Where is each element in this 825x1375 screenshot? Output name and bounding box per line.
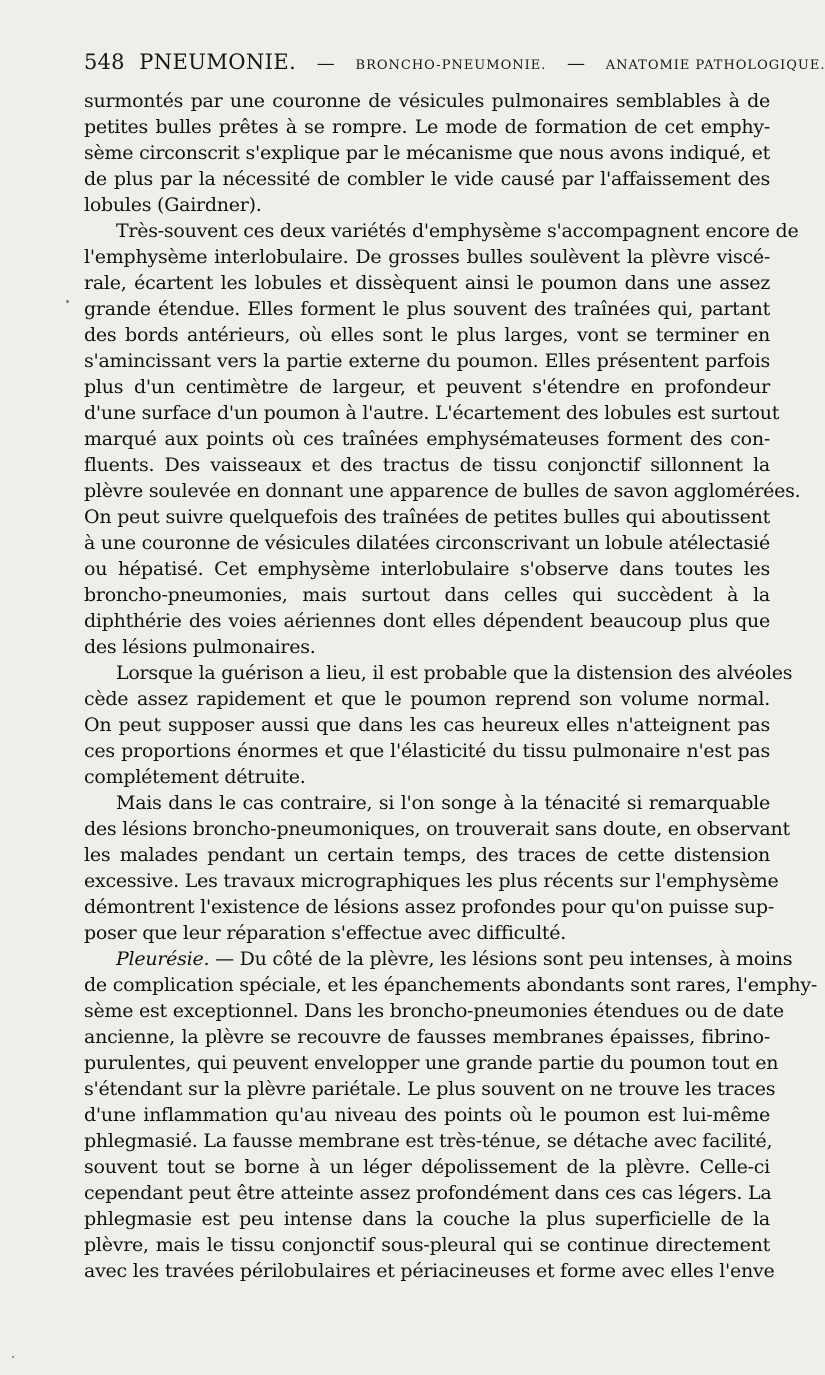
text-line: les malades pendant un certain temps, des traces de cette distension xyxy=(84,844,770,866)
text-line: plèvre, mais le tissu conjonctif sous-pleural qui se continue directement xyxy=(84,1234,770,1256)
subsection-title: ANATOMIE PATHOLOGIQUE. xyxy=(605,58,825,73)
paragraph xyxy=(84,790,790,946)
text-line: d'une inflammation qu'au niveau des points où le poumon est lui-même xyxy=(84,1104,770,1126)
text-line: diphthérie des voies aériennes dont elles dépendent beaucoup plus que xyxy=(84,610,770,632)
text-line: complétement détruite. xyxy=(84,766,306,788)
text-line: Lorsque la guérison a lieu, il est probable que la distension des alvéoles xyxy=(116,662,793,684)
section-heading-italic: Pleurésie. xyxy=(116,948,210,970)
text-line: rale, écartent les lobules et dissèquent ainsi le poumon dans une assez xyxy=(84,272,770,294)
text-line: cède assez rapidement et que le poumon reprend son volume normal. xyxy=(84,688,770,710)
text-line: Très-souvent ces deux variétés d'emphysème s'accompagnent encore de xyxy=(116,220,799,242)
text-line: des bords antérieurs, où elles sont le plus larges, vont se terminer en xyxy=(84,324,770,346)
text-line: surmontés par une couronne de vésicules pulmonaires semblables à de xyxy=(84,90,770,112)
text-line: grande étendue. Elles forment le plus souvent des traînées qui, partant xyxy=(84,298,770,320)
text-line: phlegmasie est peu intense dans la couche la plus superficielle de la xyxy=(84,1208,770,1230)
text-line: des lésions broncho-pneumoniques, on trouverait sans doute, en observant xyxy=(84,818,790,840)
text-line xyxy=(84,946,793,972)
text-line: ou hépatisé. Cet emphysème interlobulaire s'observe dans toutes les xyxy=(84,558,770,580)
text-line: purulentes, qui peuvent envelopper une grande partie du poumon tout en xyxy=(84,1052,779,1074)
text-line: sème circonscrit s'explique par le mécanisme que nous avons indiqué, et xyxy=(84,142,770,164)
text-line: de complication spéciale, et les épanchements abondants sont rares, l'emphy- xyxy=(84,974,818,996)
text-line: poser que leur réparation s'effectue avec difficulté. xyxy=(84,922,567,944)
text-line: Mais dans le cas contraire, si l'on songe à la ténacité si remarquable xyxy=(116,792,770,814)
text-line: lobules (Gairdner). xyxy=(84,194,262,216)
text-line: de plus par la nécessité de combler le vide causé par l'affaissement des xyxy=(84,168,770,190)
text-line: cependant peut être atteinte assez profondément dans ces cas légers. La xyxy=(84,1182,772,1204)
paragraph xyxy=(84,88,770,218)
text-line: broncho-pneumonies, mais surtout dans celles qui succèdent à la xyxy=(84,584,770,606)
paper-speck xyxy=(66,300,69,303)
page-number: 548 xyxy=(84,50,125,74)
text-line: souvent tout se borne à un léger dépolissement de la plèvre. Celle-ci xyxy=(84,1156,770,1178)
text-line: petites bulles prêtes à se rompre. Le mode de formation de cet emphy- xyxy=(84,116,770,138)
text-line: s'étendant sur la plèvre pariétale. Le plus souvent on ne trouve les traces xyxy=(84,1078,776,1100)
paragraph xyxy=(84,946,818,1284)
text-line: plus d'un centimètre de largeur, et peuvent s'étendre en profondeur xyxy=(84,376,770,398)
text-line: s'amincissant vers la partie externe du poumon. Elles présentent parfois xyxy=(84,350,770,372)
text-line: des lésions pulmonaires. xyxy=(84,636,316,658)
header-separator-2: — xyxy=(566,53,586,74)
text-line: marqué aux points où ces traînées emphysémateuses forment des con- xyxy=(84,428,770,450)
text-line: avec les travées périlobulaires et périacineuses et forme avec elles l'enve xyxy=(84,1260,775,1282)
paragraph xyxy=(84,218,801,660)
text-line: phlegmasié. La fausse membrane est très-ténue, se détache avec facilité, xyxy=(84,1130,773,1152)
text-line: excessive. Les travaux micrographiques les plus récents sur l'emphysème xyxy=(84,870,779,892)
chapter-title: PNEUMONIE. xyxy=(139,50,297,74)
text-line: d'une surface d'un poumon à l'autre. L'écartement des lobules est surtout xyxy=(84,402,780,424)
text-line: démontrent l'existence de lésions assez profondes pour qu'on puisse sup- xyxy=(84,896,775,918)
running-header xyxy=(84,50,825,74)
text-line: On peut supposer aussi que dans les cas heureux elles n'atteignent pas xyxy=(84,714,770,736)
text-line: sème est exceptionnel. Dans les broncho-pneumonies étendues ou de date xyxy=(84,1000,784,1022)
text-run: — Du côté de la plèvre, les lésions sont peu intenses, à moins xyxy=(209,948,793,970)
text-line: l'emphysème interlobulaire. De grosses bulles soulèvent la plèvre viscé- xyxy=(84,246,770,268)
paper-speck xyxy=(12,1356,14,1358)
text-line: On peut suivre quelquefois des traînées de petites bulles qui aboutissent xyxy=(84,506,770,528)
body-text xyxy=(84,88,818,1284)
header-separator-1: — xyxy=(316,53,335,74)
text-line: fluents. Des vaisseaux et des tractus de tissu conjonctif sillonnent la xyxy=(84,454,770,476)
section-title: BRONCHO-PNEUMONIE. xyxy=(355,58,547,73)
text-line: ces proportions énormes et que l'élasticité du tissu pulmonaire n'est pas xyxy=(84,740,770,762)
text-line: ancienne, la plèvre se recouvre de fausses membranes épaisses, fibrino- xyxy=(84,1026,770,1048)
text-line: à une couronne de vésicules dilatées circonscrivant un lobule atélectasié xyxy=(84,532,770,554)
text-line: plèvre soulevée en donnant une apparence de bulles de savon agglomérées. xyxy=(84,480,801,502)
paragraph xyxy=(84,660,793,790)
